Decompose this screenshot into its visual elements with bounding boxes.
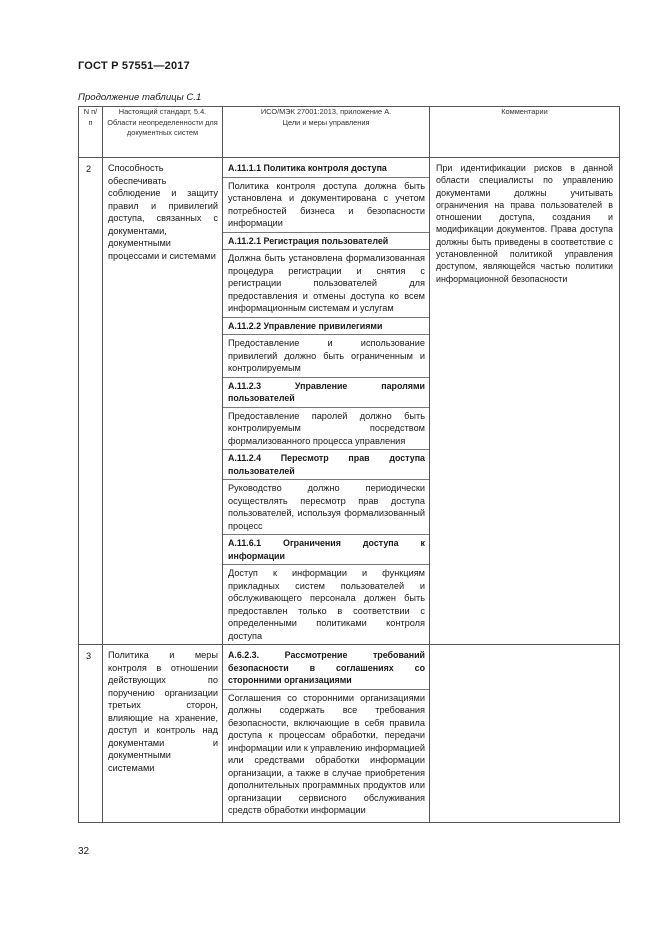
control-heading: А.6.2.3. Рассмотрение требований безопасности в соглашениях со сторонними организациями [223,645,429,690]
controls-table [78,106,620,823]
header-comments: Комментарии [430,107,620,158]
control-heading: А.11.6.1 Ограничения доступа к информации [223,535,429,565]
control-heading: А.11.2.2 Управление привилегиями [223,318,429,336]
requirement-cell: Способность обеспечивать соблюдение и защиту правил и привилегий доступа, связанных с документами, документными процессами и системами [103,158,223,645]
iso-controls-cell [223,645,430,823]
header-iso: ИСО/МЭК 27001:2013, приложение А. Цели и меры управления [223,107,430,158]
row-number: 3 [79,645,103,823]
row-number: 2 [79,158,103,645]
header-num: N п/п [79,107,103,158]
control-text: Должна быть установлена формализованная процедура регистрации и снятия с регистрации пользователей для предоставления и отмены доступа ко всем информационным системам и услугам [223,250,429,318]
control-heading: А.11.2.3 Управление паролями пользователей [223,378,429,408]
comment-cell [430,645,620,823]
table-row [79,645,620,823]
control-text: Руководство должно периодически осуществлять пересмотр прав доступа пользователей, используя формализованный процесс [223,480,429,535]
standard-designation: ГОСТ Р 57551—2017 [78,60,190,72]
control-text: Предоставление паролей должно быть контролируемым посредством формализованного процесса управления [223,408,429,451]
page-number: 32 [78,846,90,857]
iso-controls-cell [223,158,430,645]
table-header-row [79,107,620,158]
table-caption: Продолжение таблицы С.1 [78,92,202,103]
control-text: Соглашения со сторонними организациями должны содержать все требования безопасности, включающие в себя правила доступа к процессам обработки, передачи информации или к управлению информацией или средствами обработки информации организации, а также в случае приобретения дополнительных программных продуктов или организации сервисного обслуживания средств обработки информации [228,692,425,815]
header-local-standard: Настоящий стандарт, 5.4. Области неопределенности для документных систем [103,107,223,158]
table-row [79,158,620,645]
comment-cell: При идентификации рисков в данной области специалисты по управлению документами должны учитывать ограничения на права пользователей в отношении доступа, создания и модификации документов. Права доступа должны быть приведены в соответствие с установленной политикой управления доступом, являющейся частью политики информационной безопасности [430,158,620,645]
requirement-cell: Политика и меры контроля в отношении действующих по поручению организации третьих сторон, влияющие на хранение, доступ и контроль над документами и документными системами [103,645,223,823]
control-heading: А.11.2.4 Пересмотр прав доступа пользователей [223,450,429,480]
control-heading: А.11.2.1 Регистрация пользователей [223,233,429,251]
control-text: Доступ к информации и функциям прикладных систем пользователей и обслуживающего персонала должен быть предоставлен только в соответствии с определенными политиками контроля доступа [228,568,425,641]
control-text: Политика контроля доступа должна быть установлена и документирована с учетом потребностей бизнеса и безопасности информации [223,178,429,233]
control-heading: А.11.1.1 Политика контроля доступа [223,158,429,178]
control-text: Предоставление и использование привилегий должно быть ограниченным и контролируемым [223,335,429,378]
